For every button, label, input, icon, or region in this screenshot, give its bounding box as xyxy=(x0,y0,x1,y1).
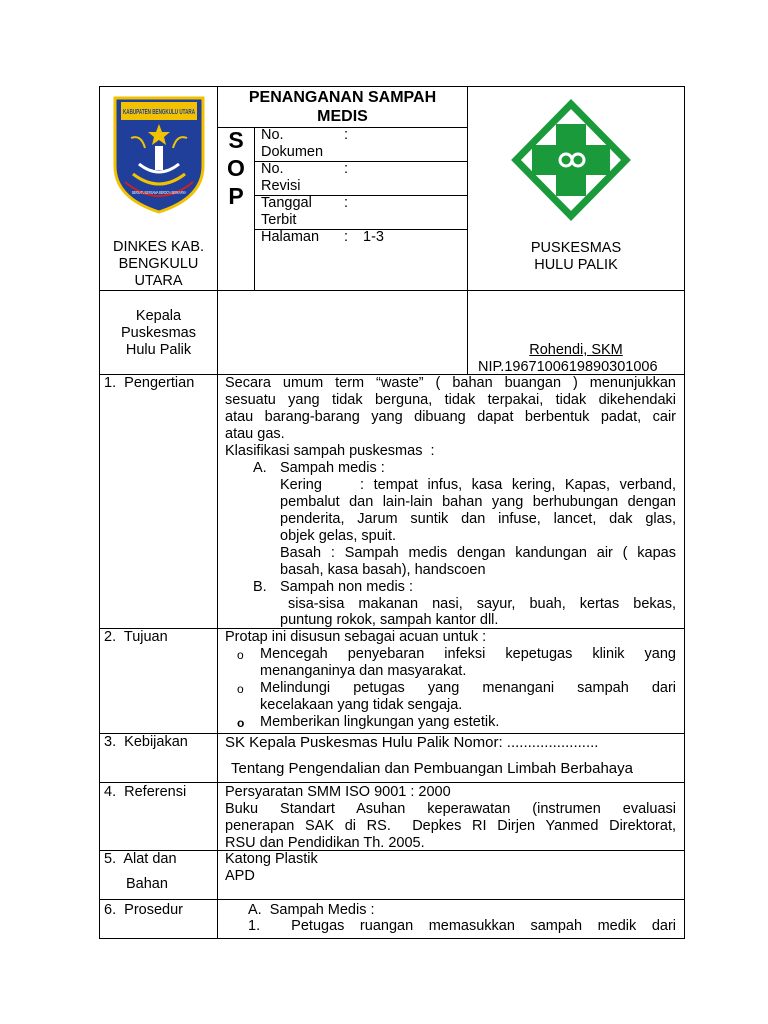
left-org-line: UTARA xyxy=(134,273,183,289)
text-line: Melindungi petugas yang menangani sampah dari xyxy=(260,680,676,696)
approval-line: Puskesmas xyxy=(121,325,196,341)
text-line: sesuatu yang tidak berguna, tidak terpakai, tidak dikehendaki xyxy=(225,392,676,408)
label-pengertian: 1. Pengertian xyxy=(104,375,195,391)
text-line: Persyaratan SMM ISO 9001 : 2000 xyxy=(225,784,451,800)
document-title xyxy=(218,88,467,126)
text-line: pembalut dan lain-lain bahan yang berhubungan dengan xyxy=(280,494,676,510)
approval-title xyxy=(99,308,218,359)
signatory-nip: NIP.1967100619890301006 xyxy=(478,359,658,375)
list-marker: A. xyxy=(253,460,267,476)
bullet-icon: o xyxy=(237,682,244,696)
kabupaten-emblem-icon xyxy=(111,94,207,216)
title-line: PENANGANAN SAMPAH xyxy=(248,89,437,106)
text-line: Mencegah penyebaran infeksi kepetugas klinik yang xyxy=(260,646,676,662)
sampah-non-medis-title: Sampah non medis : xyxy=(280,579,413,595)
text-line: Kering : tempat infus, kasa kering, Kapas, verband, xyxy=(280,477,676,493)
text-line: Buku Standart Asuhan keperawatan (instrumen evaluasi xyxy=(225,801,676,817)
signatory-name: Rohendi, SKM xyxy=(529,342,623,358)
right-org-line: HULU PALIK xyxy=(534,257,618,273)
emblem-text-bottom: BERSATU BERSAMA BERDO'A BERKARYA xyxy=(132,190,186,195)
approval-line: Hulu Palik xyxy=(125,342,192,358)
alat-item: APD xyxy=(225,868,255,884)
field-label: Dokumen xyxy=(261,144,324,160)
field-label: Revisi xyxy=(261,178,301,194)
text-line: kecelakaan yang tidak sengaja. xyxy=(260,697,463,713)
field-label: Halaman xyxy=(261,229,320,245)
label-bahan: Bahan xyxy=(126,876,168,892)
field-colon: : xyxy=(344,127,349,143)
row-pengertian-label-cell xyxy=(99,374,218,629)
sop-block xyxy=(218,127,467,291)
left-org-line: DINKES KAB. xyxy=(112,239,205,255)
kebijakan-sk: SK Kepala Puskesmas Hulu Palik Nomor: ...................... xyxy=(225,734,599,751)
left-org-line: BENGKULU xyxy=(118,256,199,272)
text-line: basah, kasa basah), handscoen xyxy=(280,562,486,578)
title-line: MEDIS xyxy=(317,108,368,125)
field-value: 1-3 xyxy=(363,229,384,245)
prosedur-step: 1. Petugas ruangan memasukkan sampah medik dari xyxy=(248,918,676,934)
left-org-name xyxy=(99,239,218,290)
sop-letter: P xyxy=(228,183,244,209)
field-colon: : xyxy=(344,195,349,211)
bullet-icon: o xyxy=(237,648,244,662)
kebijakan-tentang: Tentang Pengendalian dan Pembuangan Limbah Berbahaya xyxy=(231,760,633,777)
label-tujuan: 2. Tujuan xyxy=(104,629,168,645)
list-marker: B. xyxy=(253,579,267,595)
right-org-line: PUSKESMAS xyxy=(530,240,622,256)
text-line: atau gas. xyxy=(225,426,285,442)
text-line: objek gelas, spuit. xyxy=(280,528,397,544)
text-line: penderita, Jarum suntik dan infuse, lancet, dak glas, xyxy=(280,511,676,527)
sop-letter: S xyxy=(228,127,244,153)
emblem-text-top: KABUPATEN BENGKULU UTARA xyxy=(123,109,195,116)
tujuan-intro: Protap ini disusun sebagai acuan untuk : xyxy=(225,629,487,645)
klasifikasi-heading: Klasifikasi sampah puskesmas : xyxy=(225,443,435,459)
text-line: Memberikan lingkungan yang estetik. xyxy=(260,714,500,730)
approval-middle-cell xyxy=(217,290,468,375)
prosedur-heading: A. Sampah Medis : xyxy=(248,902,375,918)
text-line: Basah : Sampah medis dengan kandungan air ( kapas xyxy=(280,545,676,561)
text-line: menanganinya dan masyarakat. xyxy=(260,663,467,679)
field-label: Terbit xyxy=(261,212,297,228)
field-colon: : xyxy=(344,161,349,177)
text-line: RSU dan Pendidikan Th. 2005. xyxy=(225,835,425,851)
puskesmas-logo-icon xyxy=(514,102,628,218)
bullet-icon: o xyxy=(237,716,245,730)
field-label: Tanggal xyxy=(261,195,312,211)
text-line: puntung rokok, sampah kantor dll. xyxy=(280,612,499,628)
text-line: atau barang-barang yang dibuang dapat berbentuk padat, cair xyxy=(225,409,676,425)
text-line: penerapan SAK di RS. Depkes RI Dirjen Yanmed Direktorat, xyxy=(225,818,676,834)
label-alat: 5. Alat dan xyxy=(104,851,177,867)
label-prosedur: 6. Prosedur xyxy=(104,902,183,918)
alat-item: Katong Plastik xyxy=(225,851,318,867)
sop-letter: O xyxy=(227,155,245,181)
approval-line: Kepala xyxy=(135,308,182,324)
text-line: Secara umum term “waste” ( bahan buangan ) menunjukkan xyxy=(225,375,676,391)
text-line: sisa-sisa makanan nasi, sayur, buah, kertas bekas, xyxy=(288,596,676,612)
field-label: No. xyxy=(261,161,284,177)
right-org-name xyxy=(467,240,685,274)
sampah-medis-title: Sampah medis : xyxy=(280,460,385,476)
label-kebijakan: 3. Kebijakan xyxy=(104,734,188,750)
field-label: No. xyxy=(261,127,284,143)
label-referensi: 4. Referensi xyxy=(104,784,187,800)
field-colon: : xyxy=(344,229,349,245)
